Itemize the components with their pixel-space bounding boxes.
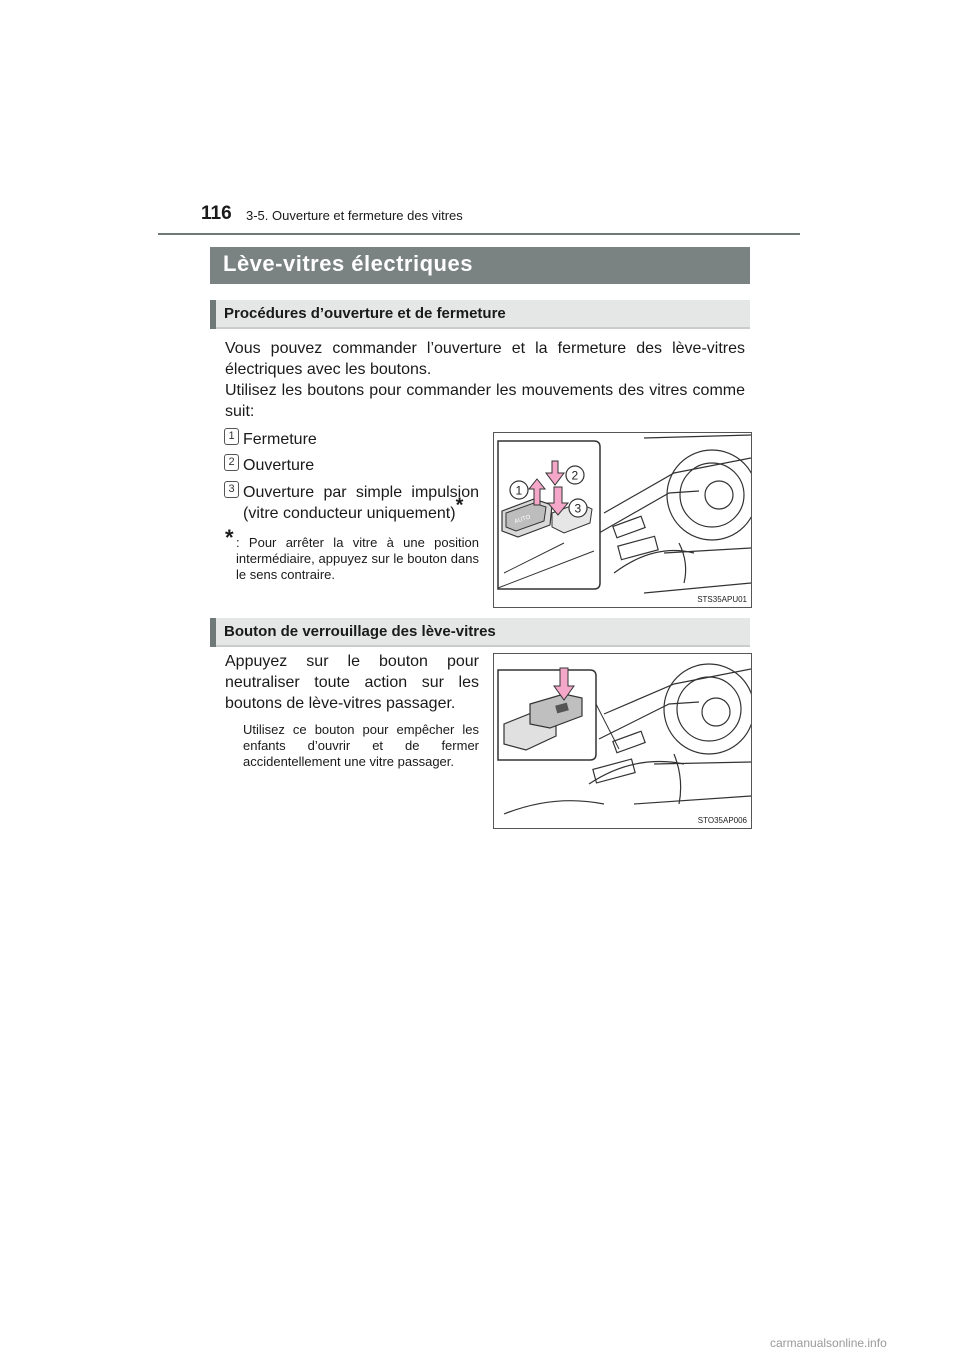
item-number: 2 bbox=[224, 454, 239, 471]
item-number: 3 bbox=[224, 481, 239, 498]
footnote-text: : Pour arrêter la vitre à une position intermédiaire, appuyez sur le bouton dans le sens contraire. bbox=[236, 535, 479, 582]
section-heading-procedures bbox=[210, 300, 750, 329]
chapter-title: 3-5. Ouverture et fermeture des vitres bbox=[246, 208, 463, 223]
window-switch-figure bbox=[493, 432, 752, 608]
section-heading-text: Procédures d’ouverture et de fermeture bbox=[224, 305, 506, 322]
page-title-bar bbox=[210, 247, 750, 284]
asterisk-marker: * bbox=[455, 494, 464, 517]
callout-2: 2 bbox=[571, 468, 579, 483]
header-divider bbox=[158, 233, 800, 235]
section-heading-lock bbox=[210, 618, 750, 647]
list-item-text: Ouverture bbox=[243, 457, 315, 474]
list-item-text bbox=[243, 482, 479, 524]
lock-instruction: Appuyez sur le bouton pour neutraliser toute action sur les boutons de lève-vitres passager. bbox=[225, 653, 479, 712]
page-title: Lève-vitres électriques bbox=[223, 251, 473, 276]
lock-note: Utilisez ce bouton pour empêcher les enfants d’ouvrir et de fermer accidentellement une vitre passager. bbox=[243, 722, 479, 769]
figure-code: STS35APU01 bbox=[697, 595, 747, 604]
page-number: 116 bbox=[201, 203, 232, 224]
section-marker bbox=[210, 618, 216, 647]
footnote-asterisk: * bbox=[225, 525, 234, 550]
list-item-text-content: Ouverture par simple impulsion (vitre conducteur uniquement) bbox=[243, 484, 479, 522]
callout-3: 3 bbox=[574, 501, 582, 516]
lock-button-illustration bbox=[494, 654, 751, 828]
lock-button-figure bbox=[493, 653, 752, 829]
section-heading-text: Bouton de verrouillage des lève-vitres bbox=[224, 623, 496, 640]
watermark: carmanualsonline.info bbox=[770, 1336, 887, 1350]
list-item-text: Fermeture bbox=[243, 431, 317, 448]
switch-auto-label: AUTO bbox=[513, 514, 532, 526]
item-number: 1 bbox=[224, 428, 239, 445]
window-switch-illustration bbox=[494, 433, 751, 607]
callout-1: 1 bbox=[515, 483, 523, 498]
intro-paragraph-1: Vous pouvez commander l’ouverture et la fermeture des lève-vitres électriques avec les boutons. bbox=[225, 340, 745, 378]
section-marker bbox=[210, 300, 216, 329]
figure-code: STO35AP006 bbox=[697, 816, 747, 825]
intro-paragraph-2: Utilisez les boutons pour commander les mouvements des vitres comme suit: bbox=[225, 382, 745, 420]
